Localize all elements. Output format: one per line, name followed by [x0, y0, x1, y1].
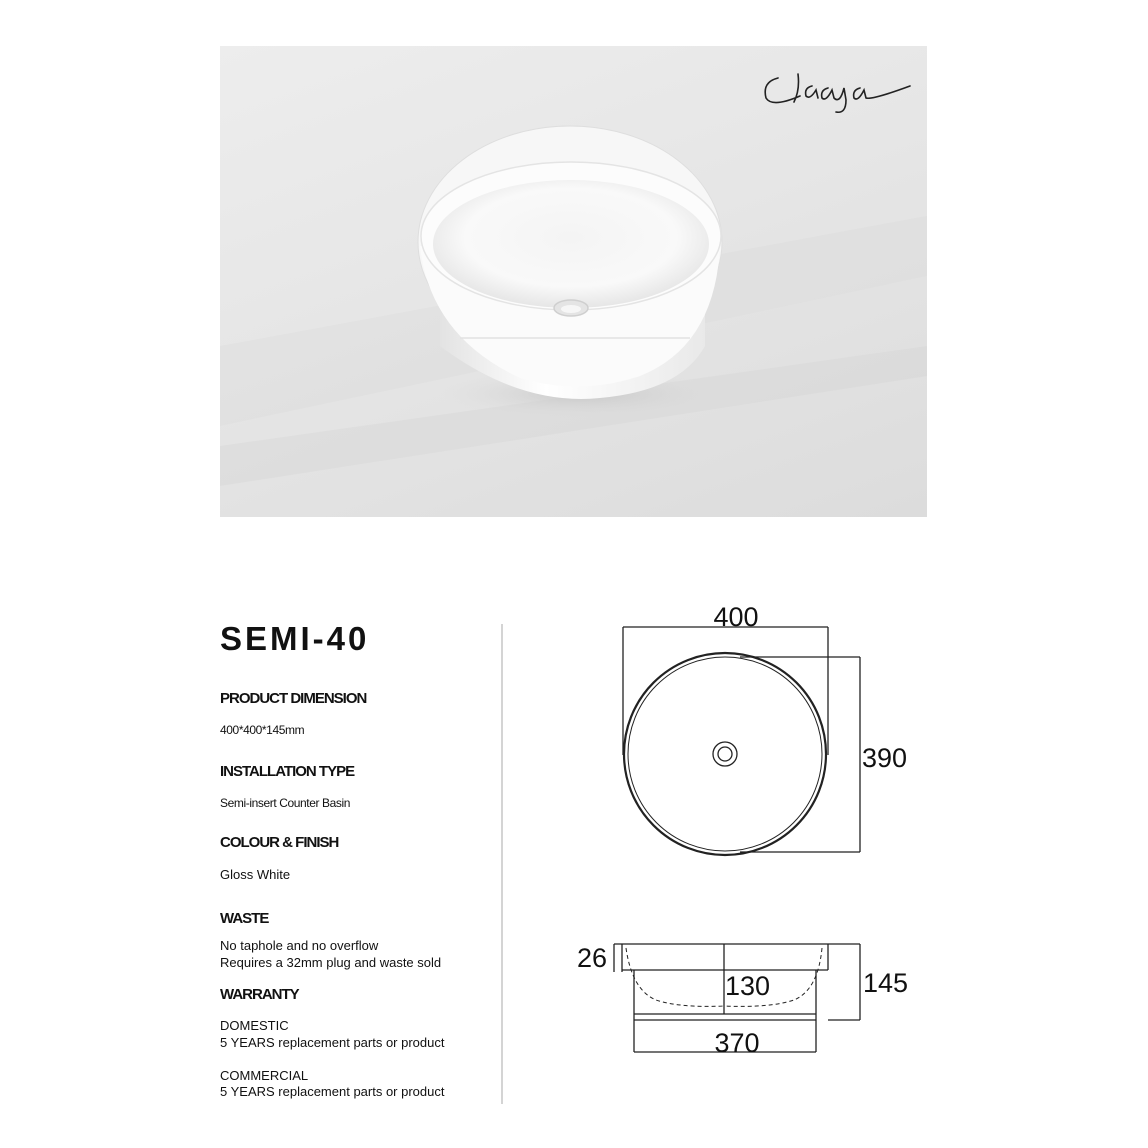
- section-heading-warranty: WARRANTY: [220, 986, 299, 1003]
- claya-logo: [760, 60, 920, 120]
- warranty-commercial-text: 5 YEARS replacement parts or product: [220, 1084, 445, 1099]
- warranty-domestic-label: DOMESTIC: [220, 1018, 289, 1033]
- dimension-total-height: 145: [863, 968, 909, 998]
- drain-outer-circle: [713, 742, 737, 766]
- technical-drawing: [560, 600, 930, 1070]
- section-text-waste-2: Requires a 32mm plug and waste sold: [220, 955, 442, 970]
- section-heading-dimension: PRODUCT DIMENSION: [220, 690, 367, 707]
- section-heading-colour: COLOUR & FINISH: [220, 834, 339, 851]
- dimension-bowl-depth: 130: [725, 971, 771, 1001]
- section-heading-waste: WASTE: [220, 910, 269, 927]
- warranty-domestic-text: 5 YEARS replacement parts or product: [220, 1035, 445, 1050]
- product-photo: [220, 46, 927, 517]
- warranty-commercial-label: COMMERCIAL: [220, 1068, 309, 1083]
- section-text-dimension: 400*400*145mm: [220, 723, 305, 737]
- dimension-rim-height: 26: [577, 943, 608, 973]
- section-text-waste-1: No taphole and no overflow: [220, 938, 379, 953]
- section-heading-installation: INSTALLATION TYPE: [220, 763, 355, 780]
- dimension-base-width: 370: [714, 1028, 760, 1058]
- section-text-colour: Gloss White: [220, 867, 291, 882]
- basin-outer-circle: [624, 653, 826, 855]
- dimension-top-width: 400: [713, 602, 759, 632]
- product-title: SEMI-40: [220, 620, 370, 657]
- drain-inner-circle: [718, 747, 732, 761]
- section-text-installation: Semi-insert Counter Basin: [220, 796, 351, 810]
- dimension-top-height: 390: [862, 743, 908, 773]
- vertical-divider: [501, 624, 503, 1104]
